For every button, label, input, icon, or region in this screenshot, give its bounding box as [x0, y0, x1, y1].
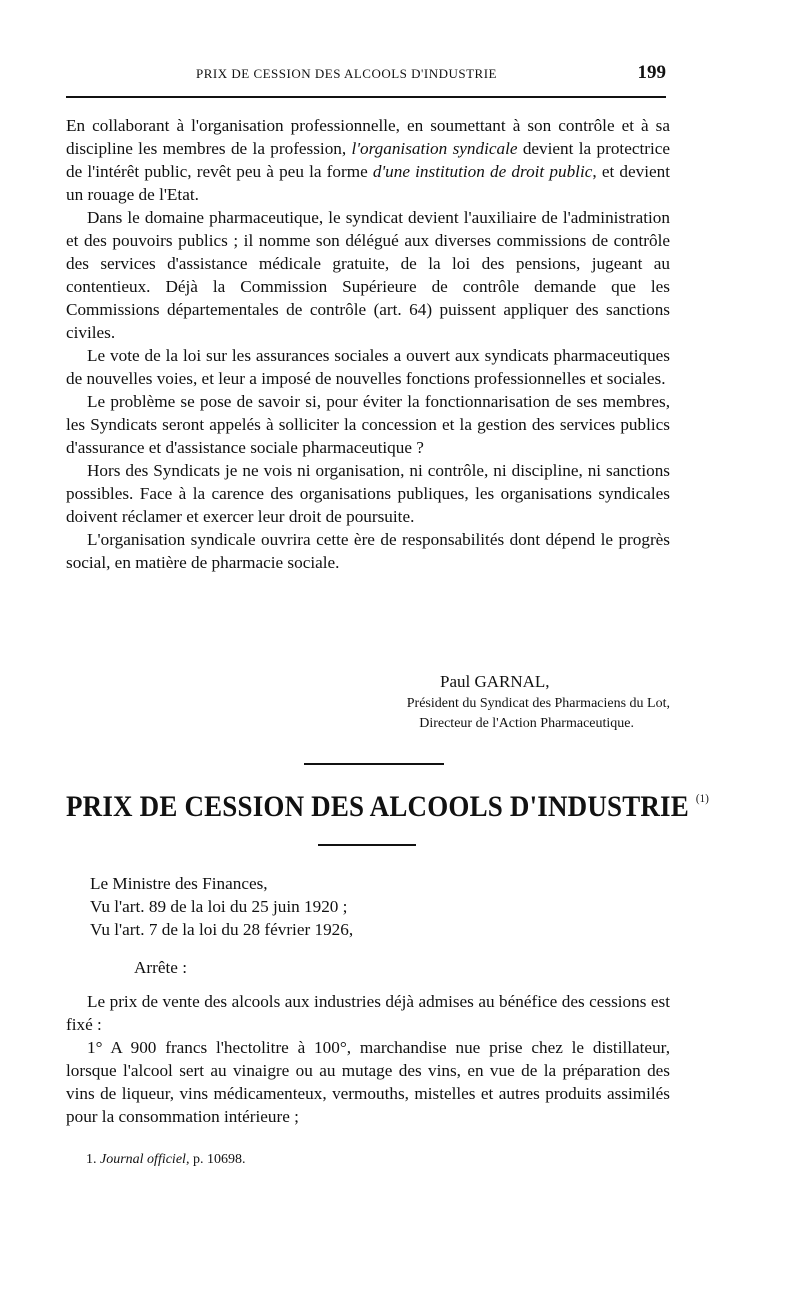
author-name: Paul GARNAL,	[440, 672, 550, 691]
decree-preamble	[90, 872, 510, 941]
article-conclusion	[66, 114, 670, 574]
header-rule	[66, 96, 666, 98]
paragraph-5: Hors des Syndicats je ne vois ni organisation, ni contrôle, ni discipline, ni sanctions possibles. Face à la carence des organisations publiques, les organisations syndicales doivent réclamer et exercer leur droit de poursuite.	[66, 461, 670, 526]
running-header	[66, 62, 666, 92]
page-number: 199	[637, 62, 666, 83]
paragraph-6: L'organisation syndicale ouvrira cette ère de responsabilités dont dépend le progrès social, en matière de pharmacie sociale.	[66, 530, 670, 572]
section-separator-rule	[304, 763, 444, 765]
decree-paragraph-2: 1° A 900 francs l'hectolitre à 100°, marchandise nue prise chez le distillateur, lorsque l'alcool sert au vinaigre ou au mutage des vins, en vue de la préparation des vins de liqueur, vins médicamenteux, vermouths, mistelles et autres produits assimilés pour la consommation intérieure ;	[66, 1038, 670, 1126]
footnote-source: Journal officiel	[100, 1152, 186, 1167]
decree-paragraph-1: Le prix de vente des alcools aux industries déjà admises au bénéfice des cessions est fixé :	[66, 992, 670, 1034]
paragraph-2: Dans le domaine pharmaceutique, le syndicat devient l'auxiliaire de l'administration et des pouvoirs publics ; il nomme son délégué aux diverses commissions de contrôle des services d'assistance médicale gratuite, de la loi des pensions, jugeant au contentieux. Déjà la Commission Supérieure de contrôle demande que les Commissions départementales de contrôle (art. 64) puissent appliquer des sanctions civiles.	[66, 208, 670, 342]
decree-line: Le Ministre des Finances,	[90, 874, 268, 893]
paragraph-4: Le problème se pose de savoir si, pour éviter la fonctionnarisation de ses membres, les Syndicats seront appelés à solliciter la concession et la gestion des services publics d'assurance et d'assistance sociale pharmaceutique ?	[66, 392, 670, 457]
paragraph-3: Le vote de la loi sur les assurances sociales a ouvert aux syndicats pharmaceutiques de nouvelles voies, et leur a imposé de nouvelles fonctions professionnelles et sociales.	[66, 346, 670, 388]
footnote-reference: (1)	[695, 791, 710, 805]
paragraph-1: En collaborant à l'organisation professionnelle, en soumettant à son contrôle et à sa discipline les membres de la profession, l'organisation syndicale devient la protectrice de l'intérêt public, revêt peu à peu la forme d'une institution de droit public, et devient un rouage de l'Etat.	[66, 116, 670, 204]
footnote: 1. Journal officiel, p. 10698.	[86, 1152, 246, 1167]
decree-line: Vu l'art. 89 de la loi du 25 juin 1920 ;	[90, 897, 348, 916]
author-title-2: Directeur de l'Action Pharmaceutique.	[419, 716, 634, 731]
decree-body	[66, 990, 670, 1128]
italic-phrase: l'organisation syndicale	[351, 139, 518, 158]
arrete-heading: Arrête :	[134, 958, 187, 977]
italic-phrase: d'une institution de droit public	[372, 162, 593, 181]
title-underline-rule	[318, 844, 416, 846]
running-title: PRIX DE CESSION DES ALCOOLS D'INDUSTRIE	[196, 66, 497, 81]
author-title-1: Président du Syndicat des Pharmaciens du Lot,	[406, 696, 670, 711]
section-title: PRIX DE CESSION DES ALCOOLS D'INDUSTRIE $^{(1)}$	[66, 790, 710, 823]
decree-line: Vu l'art. 7 de la loi du 28 février 1926,	[90, 920, 354, 939]
